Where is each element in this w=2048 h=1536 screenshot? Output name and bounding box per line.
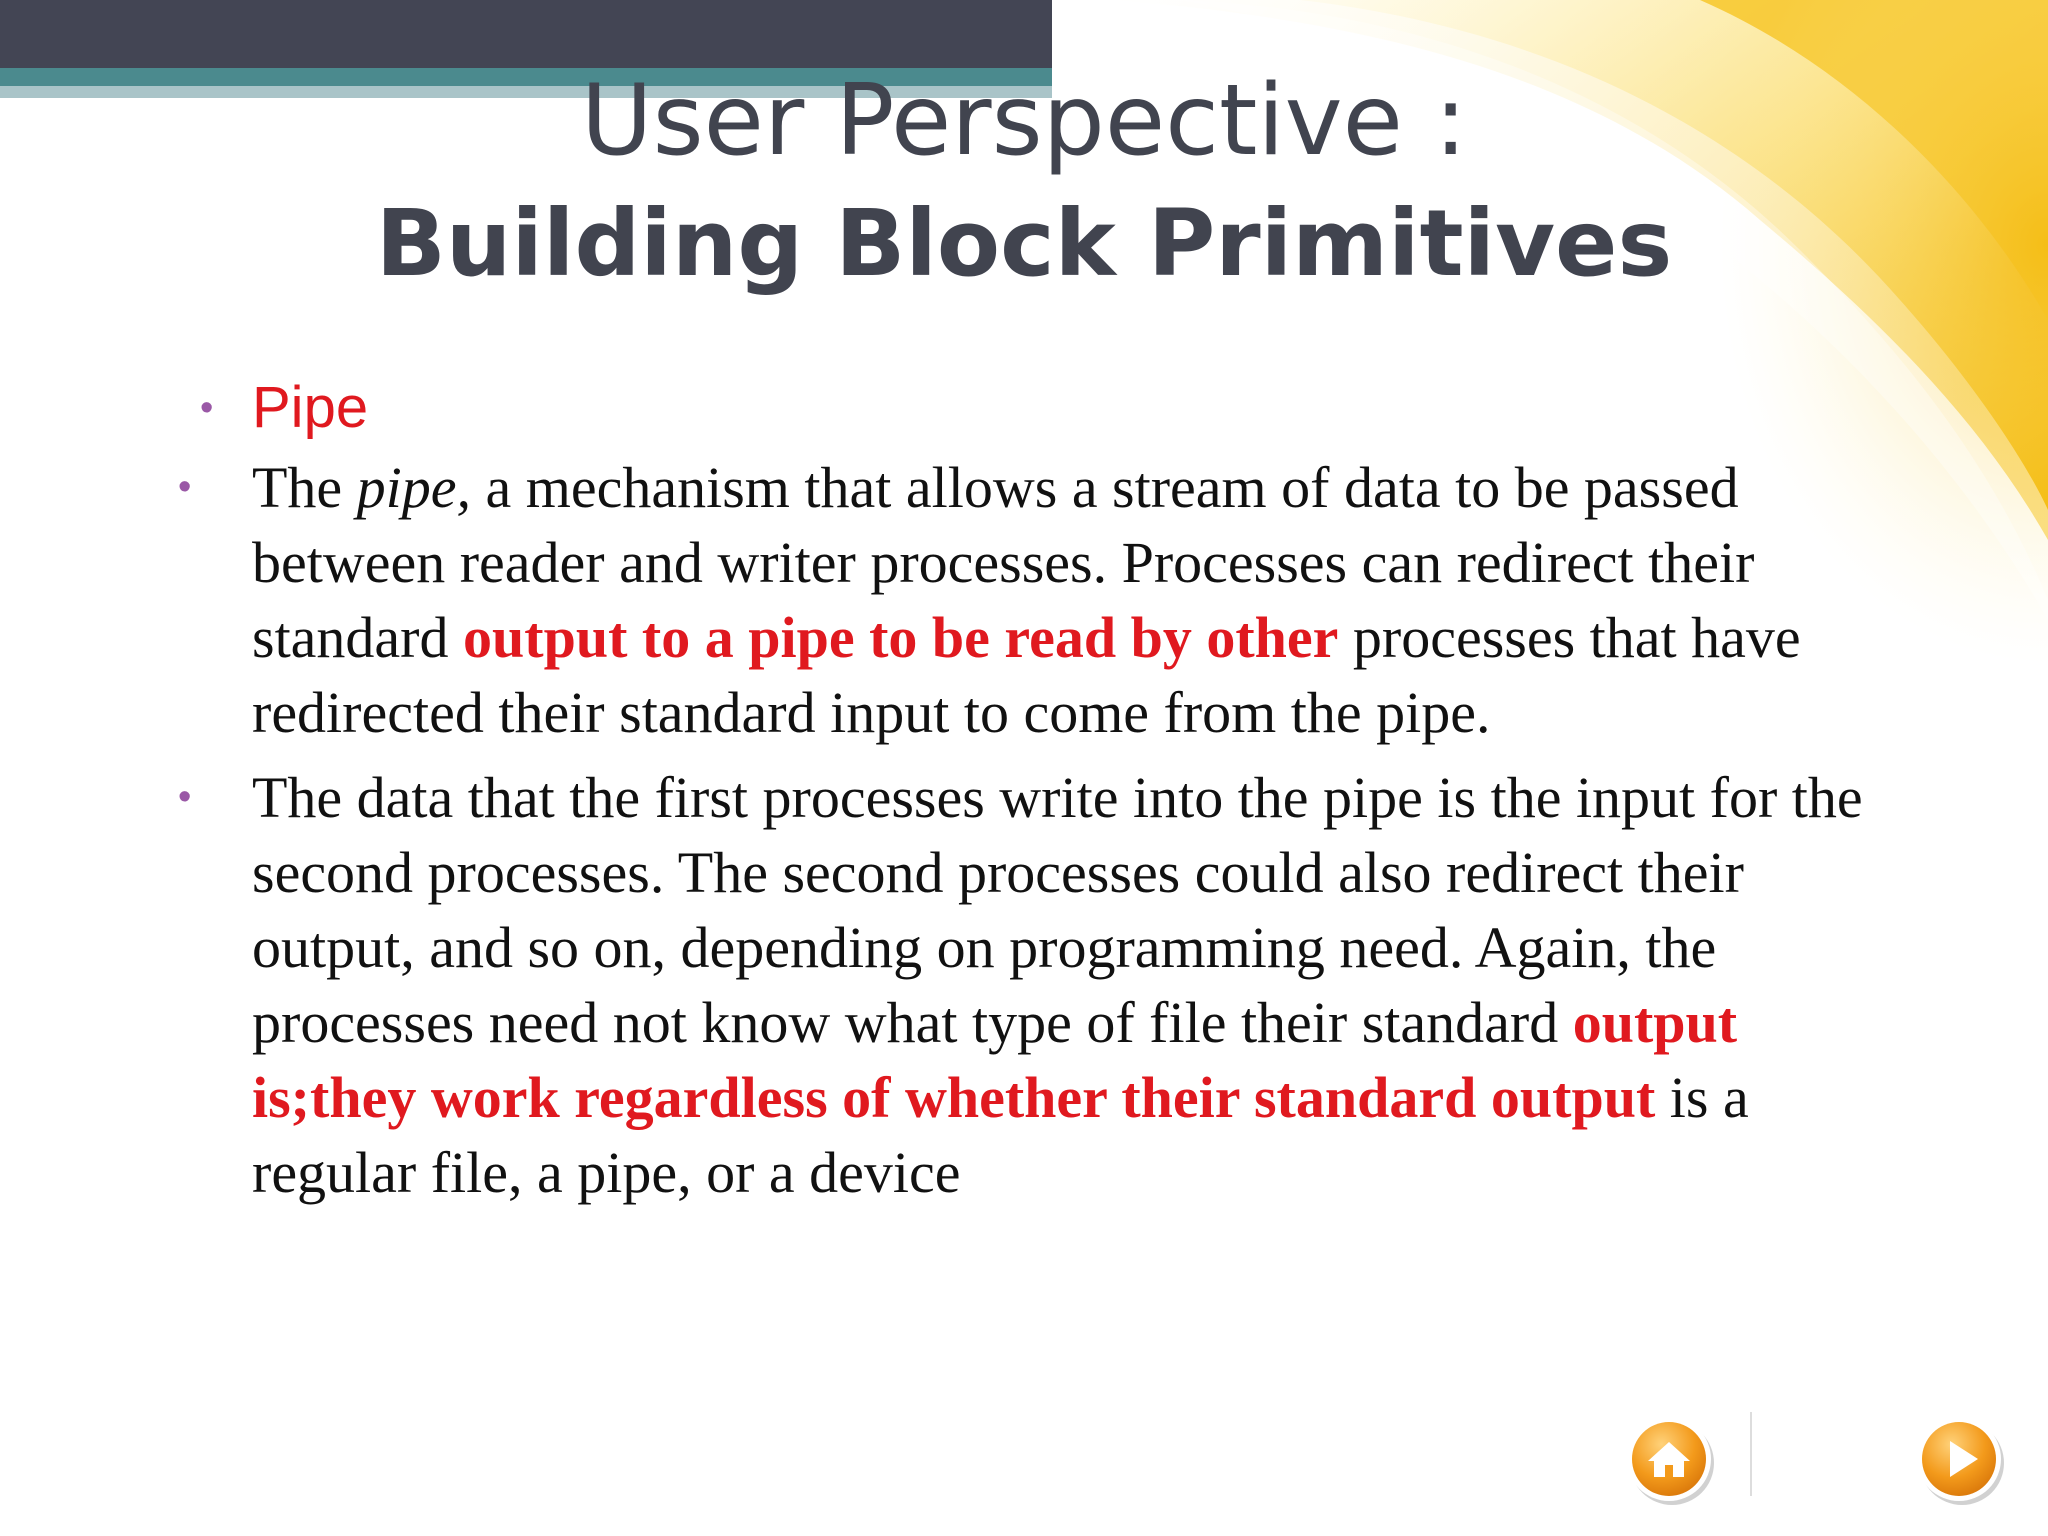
para1-italic-pipe: pipe, [356, 455, 472, 520]
para2-highlight: output is;they work regardless of whether their standard output [252, 990, 1738, 1130]
play-next-icon [1914, 1413, 2008, 1507]
home-button[interactable] [1624, 1413, 1718, 1512]
paragraph-pipe-chaining [170, 760, 1870, 1210]
slide-title-line1: User Perspective : [580, 64, 1468, 178]
slide-title [0, 62, 2048, 308]
paragraph-pipe-definition [170, 450, 1870, 750]
nav-divider [1750, 1412, 1752, 1496]
header-bar-dark [0, 0, 1052, 68]
next-slide-button[interactable] [1914, 1413, 2008, 1512]
bullet-icon: • [200, 387, 214, 429]
para1-text-mid: a mechanism that allows a stream of data to be passed between reader and writer processes. Processes can redirect their standard [252, 455, 1755, 670]
home-icon [1624, 1413, 1718, 1507]
bullet-icon: • [178, 776, 192, 818]
bullet-icon: • [178, 466, 192, 508]
slide-content [170, 372, 1870, 1220]
para1-highlight: output to a pipe to be read by other [463, 605, 1339, 670]
para2-text-end: is a regular file, a pipe, or a device [252, 1065, 1749, 1205]
para1-text-start: The [252, 455, 357, 520]
slide-title-line2: Building Block Primitives [375, 190, 1673, 297]
pipe-heading: Pipe [252, 375, 369, 440]
para1-text-end: processes that have redirected their standard input to come from the pipe. [252, 605, 1801, 745]
para2-text-start: The data that the first processes write into the pipe is the input for the second processes. The second processes could also redirect their output, and so on, depending on programming need. Again, the processes need not know what type of file their standard [252, 765, 1863, 1055]
pipe-heading-bullet [170, 372, 1870, 444]
